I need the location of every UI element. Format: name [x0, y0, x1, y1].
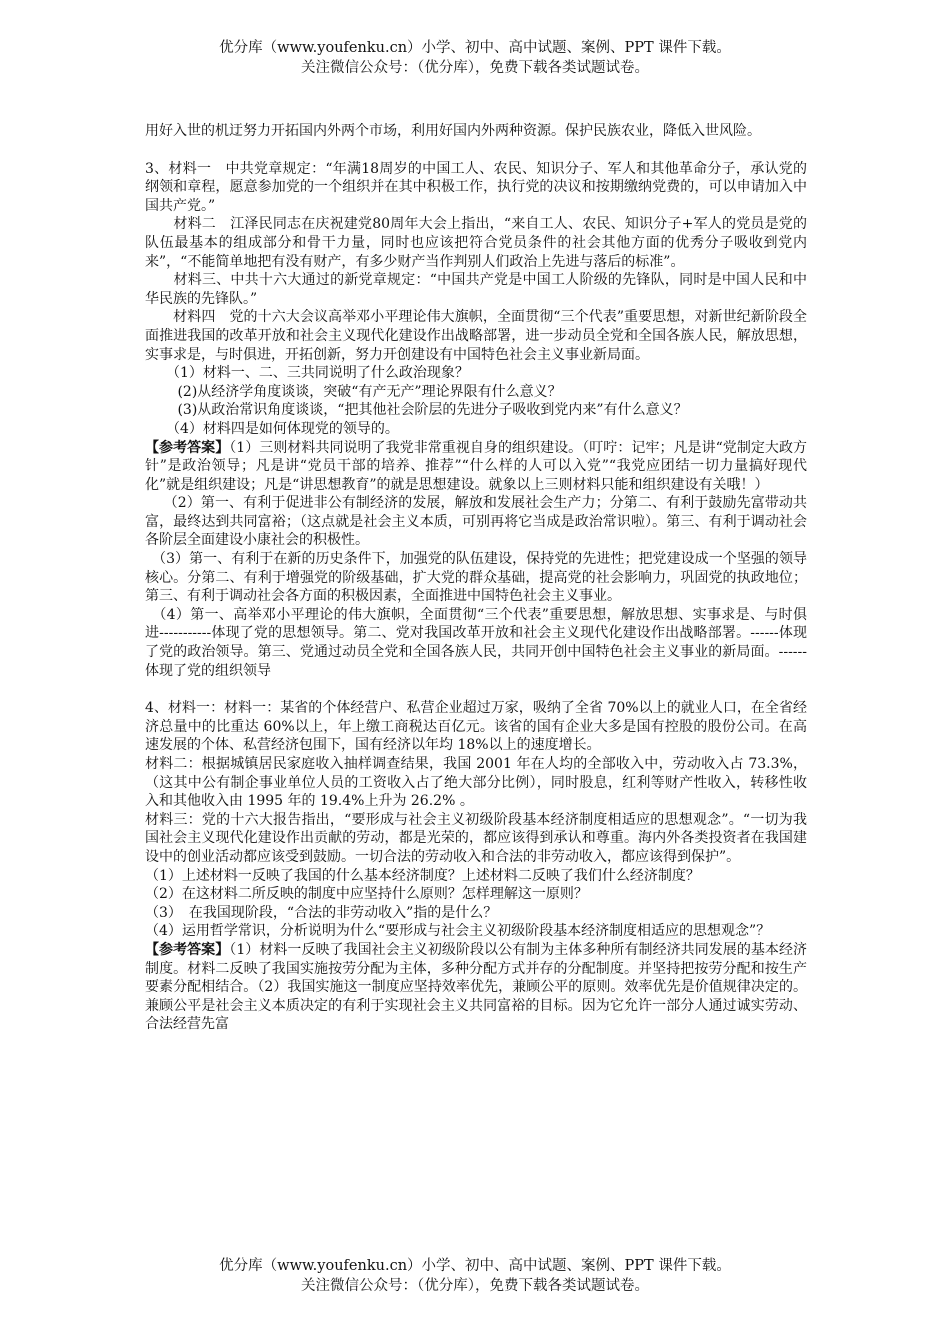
- q3-answer-4: （4）第一、高举邓小平理论的伟大旗帜，全面贯彻“三个代表”重要思想，解放思想、实事求是、与时俱进-----------体现了党的思想领导。第二、党对我国改革开放和社会主义现代化建设作出战略部署。------体现了党的政治领导。第三、党通过动员全党和全国各族人民，共同开创中国特色社会主义事业的新局面。------体现了党的组织领导: [145, 606, 807, 679]
- spacer: [145, 141, 807, 160]
- q3-question-2: (2)从经济学角度谈谈，突破“有产无产”理论界限有什么意义？: [145, 383, 562, 400]
- q4-question-3: （3） 在我国现阶段，“合法的非劳动收入”指的是什么？: [145, 904, 498, 921]
- q3-answer-3: （3）第一、有利于在新的历史条件下，加强党的队伍建设，保持党的先进性；把党建设成一个坚强的领导核心。分第二、有利于增强党的阶级基础，扩大党的群众基础，提高党的社会影响力，巩固党的执政地位；第三、有利于调动社会各方面的积极因素，全面推进中国特色社会主义事业。: [145, 551, 807, 605]
- q3-question-4: （4）材料四是如何体现党的领导的。: [145, 420, 399, 437]
- q4-material-2: 材料二：根据城镇居民家庭收入抽样调查结果，我国 2001 年在人均的全部收入中，劳动收入占 73.3%，（这其中公有制企事业单位人员的工资收入占了绝大部分比例），同时股息，红利等财产性收入，转移性收入和其他收入由 1995 年的 19.4%上升为 26.2% 。: [145, 756, 807, 810]
- q3-question-3: (3)从政治常识角度谈谈，“把其他社会阶层的先进分子吸收到党内来”有什么意义？: [145, 402, 688, 419]
- q4-question-1: （1）上述材料一反映了我国的什么基本经济制度？上述材料二反映了我们什么经济制度？: [145, 867, 700, 884]
- q3-material-3: 材料三、中共十六大通过的新党章规定：“中国共产党是中国工人阶级的先锋队，同时是中国人民和中华民族的先锋队。”: [145, 272, 807, 307]
- page-footer: [0, 1256, 950, 1296]
- q4-question-2: （2）在这材料二所反映的制度中应坚持什么原则？怎样理解这一原则？: [145, 886, 588, 903]
- q3-material-1: 3、材料一 中共党章规定：“年满18周岁的中国工人、农民、知识分子、军人和其他革命分子，承认党的纲领和章程，愿意参加党的一个组织并在其中积极工作，执行党的决议和按期缴纳党费的，可以申请加入中国共产党。”: [145, 160, 807, 214]
- header-line-2: 关注微信公众号：（优分库），免费下载各类试题试卷。: [301, 60, 649, 76]
- q4-question-4: （4）运用哲学常识，分析说明为什么“要形成与社会主义初级阶段基本经济制度相适应的思想观念”？: [145, 923, 771, 940]
- answer-label: 【参考答案】: [145, 941, 230, 958]
- q4-answer: [145, 941, 807, 1034]
- q3-answer-2: （2）第一、有利于促进非公有制经济的发展，解放和发展社会生产力；分第二、有利于鼓励先富带动共富，最终达到共同富裕；（这点就是社会主义本质，可别再将它当成是政治常识啦）。第三、有利于调动社会各阶层全面建设小康社会的积极性。: [145, 495, 807, 549]
- page-header: [0, 38, 950, 78]
- q3-answer-1: [145, 439, 807, 495]
- spacer: [145, 680, 807, 699]
- header-line-1: 优分库（www.youfenku.cn）小学、初中、高中试题、案例、PPT 课件下载。: [219, 40, 731, 56]
- document-body: [145, 122, 807, 1034]
- q3-material-4: 材料四 党的十六大会议高举邓小平理论伟大旗帜，全面贯彻“三个代表”重要思想，对新世纪新阶段全面推进我国的改革开放和社会主义现代化建设作出战略部署，进一步动员全党和全国各族人民，解放思想，实事求是，与时俱进，开拓创新，努力开创建设有中国特色社会主义事业新局面。: [145, 309, 807, 363]
- answer-text: （1）三则材料共同说明了我党非常重视自身的组织建设。（叮咛：记牢；凡是讲“党制定大政方针”是政治领导；凡是讲“党员干部的培养、推荐”“什么样的人可以入党”“我党应团结一切力量搞好现代化”就是组织建设；凡是“讲思想教育”的就是思想建设。就象以上三则材料只能和组织建设有关哦！）: [145, 439, 808, 493]
- intro-paragraph: 用好入世的机迂努力开拓国内外两个市场，利用好国内外两种资源。保护民族农业，降低入世风险。: [145, 123, 761, 139]
- footer-line-2: 关注微信公众号：（优分库），免费下载各类试题试卷。: [301, 1278, 649, 1294]
- footer-line-1: 优分库（www.youfenku.cn）小学、初中、高中试题、案例、PPT 课件下载。: [219, 1258, 731, 1274]
- answer-label: 【参考答案】: [145, 439, 230, 456]
- q3-question-1: （1）材料一、二、三共同说明了什么政治现象？: [145, 365, 469, 382]
- answer-text: （1）材料一反映了我国社会主义初级阶段以公有制为主体多种所有制经济共同发展的基本经济制度。材料二反映了我国实施按劳分配为主体，多种分配方式并存的分配制度。并坚持把按劳分配和按生产要素分配相结合。（2）我国实施这一制度应坚持效率优先，兼顾公平的原则。效率优先是价值规律决定的。兼顾公平是社会主义本质决定的有利于实现社会主义共同富裕的目标。因为它允许一部分人通过诚实劳动、合法经营先富: [145, 941, 808, 1033]
- q4-material-1: 4、材料一：材料一：某省的个体经营户、私营企业超过万家，吸纳了全省 70%以上的就业人口，在全省经济总量中的比重达 60%以上，年上缴工商税达百亿元。该省的国有企业大多是国有控股的股份公司。在高速发展的个体、私营经济包围下，国有经济以年均 18%以上的速度增长。: [145, 700, 807, 754]
- q4-material-3: 材料三：党的十六大报告指出，“要形成与社会主义初级阶段基本经济制度相适应的思想观念”。“一切为我国社会主义现代化建设作出贡献的劳动，都是光荣的，都应该得到承认和尊重。海内外各类投资者在我国建设中的创业活动都应该受到鼓励。一切合法的劳动收入和合法的非劳动收入，都应该得到保护”。: [145, 811, 807, 865]
- q3-material-2: 材料二 江泽民同志在庆祝建党80周年大会上指出，“来自工人、农民、知识分子+军人的党员是党的队伍最基本的组成部分和骨干力量，同时也应该把符合党员条件的社会其他方面的优秀分子吸收到党内来”，“不能简单地把有没有财产，有多少财产当作判别人们政治上先进与落后的标准”。: [145, 216, 807, 270]
